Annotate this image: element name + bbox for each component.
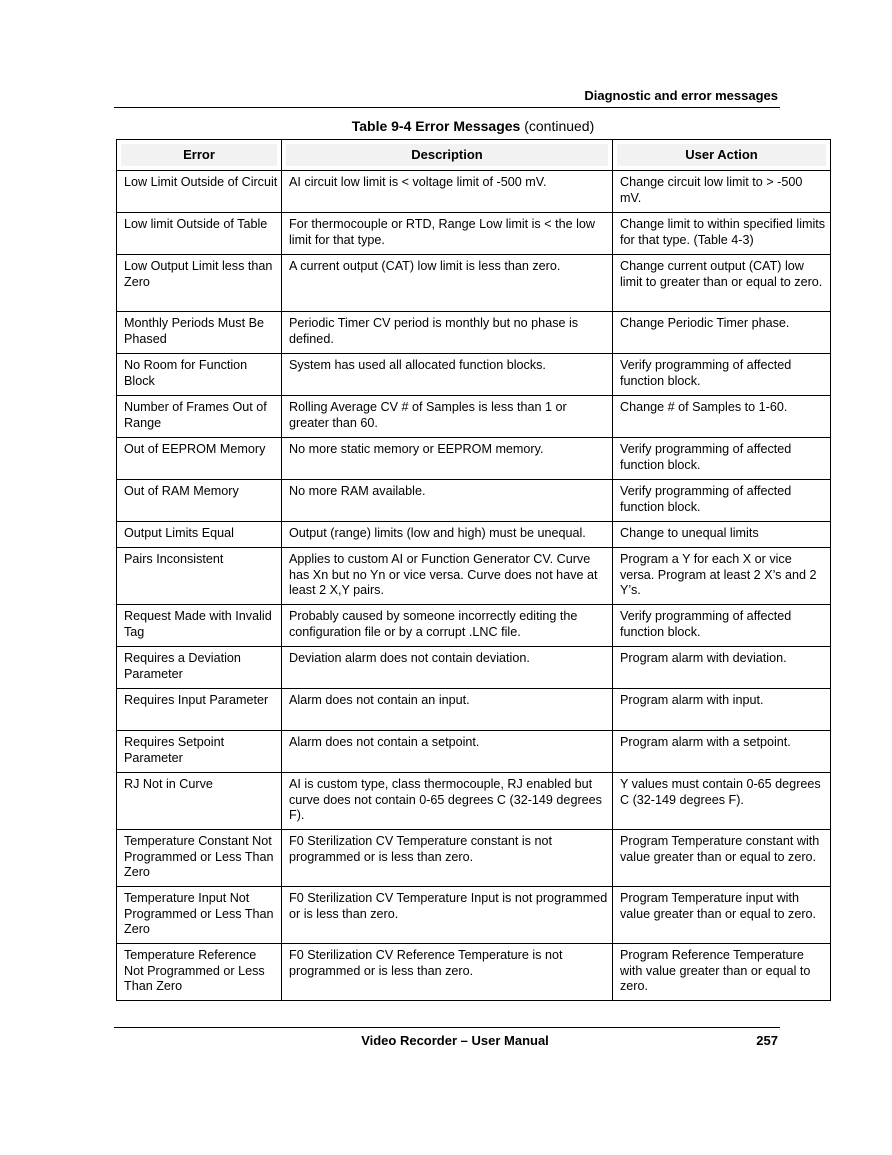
- table-row: [117, 731, 831, 773]
- table-caption: [116, 118, 830, 134]
- description-cell: F0 Sterilization CV Temperature Input is not programmed or is less than zero.: [282, 887, 613, 944]
- table-row: [117, 480, 831, 522]
- footer-rule: [114, 1027, 780, 1028]
- error-cell: Low Output Limit less than Zero: [117, 255, 282, 312]
- error-cell: No Room for Function Block: [117, 354, 282, 396]
- user-action-cell: Program Temperature constant with value greater than or equal to zero.: [613, 830, 831, 887]
- description-cell: F0 Sterilization CV Temperature constant is not programmed or is less than zero.: [282, 830, 613, 887]
- table-row: [117, 522, 831, 548]
- table-row: [117, 830, 831, 887]
- user-action-cell: Verify programming of affected function block.: [613, 605, 831, 647]
- table-row: [117, 605, 831, 647]
- user-action-cell: Change circuit low limit to > -500 mV.: [613, 171, 831, 213]
- description-cell: No more RAM available.: [282, 480, 613, 522]
- description-cell: System has used all allocated function blocks.: [282, 354, 613, 396]
- running-header: Diagnostic and error messages: [584, 88, 778, 103]
- user-action-cell: Change limit to within specified limits for that type. (Table 4-3): [613, 213, 831, 255]
- description-cell: Output (range) limits (low and high) must be unequal.: [282, 522, 613, 548]
- description-cell: Rolling Average CV # of Samples is less than 1 or greater than 60.: [282, 396, 613, 438]
- error-cell: Temperature Constant Not Programmed or Less Than Zero: [117, 830, 282, 887]
- description-cell: Alarm does not contain a setpoint.: [282, 731, 613, 773]
- user-action-cell: Verify programming of affected function block.: [613, 438, 831, 480]
- table-caption-label: Table 9-4 Error Messages: [351, 118, 521, 134]
- description-cell: Periodic Timer CV period is monthly but no phase is defined.: [282, 312, 613, 354]
- user-action-cell: Change # of Samples to 1-60.: [613, 396, 831, 438]
- user-action-cell: Program alarm with deviation.: [613, 647, 831, 689]
- column-header-error-label: Error: [121, 144, 277, 166]
- error-cell: Requires Input Parameter: [117, 689, 282, 731]
- error-cell: Number of Frames Out of Range: [117, 396, 282, 438]
- error-cell: Low limit Outside of Table: [117, 213, 282, 255]
- description-cell: AI is custom type, class thermocouple, RJ enabled but curve does not contain 0-65 degrees C (32-149 degrees F).: [282, 773, 613, 830]
- table-body: [117, 171, 831, 1001]
- table-row: [117, 944, 831, 1001]
- table-caption-suffix: (continued): [520, 118, 595, 134]
- table-row: [117, 887, 831, 944]
- description-cell: Alarm does not contain an input.: [282, 689, 613, 731]
- description-cell: Deviation alarm does not contain deviation.: [282, 647, 613, 689]
- description-cell: A current output (CAT) low limit is less than zero.: [282, 255, 613, 312]
- column-header-error: [117, 140, 282, 171]
- user-action-cell: Program alarm with a setpoint.: [613, 731, 831, 773]
- column-header-user-action: [613, 140, 831, 171]
- header-rule: [114, 107, 780, 108]
- user-action-cell: Program Temperature input with value greater than or equal to zero.: [613, 887, 831, 944]
- table-row: [117, 255, 831, 312]
- table-row: [117, 354, 831, 396]
- table-row: [117, 438, 831, 480]
- description-cell: Applies to custom AI or Function Generator CV. Curve has Xn but no Yn or vice versa. Curve does not have at least 2 X,Y pairs.: [282, 548, 613, 605]
- description-cell: AI circuit low limit is < voltage limit of -500 mV.: [282, 171, 613, 213]
- table-row: [117, 773, 831, 830]
- error-cell: Low Limit Outside of Circuit: [117, 171, 282, 213]
- page-number: 257: [756, 1033, 778, 1048]
- table-row: [117, 689, 831, 731]
- user-action-cell: Verify programming of affected function block.: [613, 354, 831, 396]
- error-cell: Output Limits Equal: [117, 522, 282, 548]
- user-action-cell: Program Reference Temperature with value greater than or equal to zero.: [613, 944, 831, 1001]
- error-cell: Temperature Reference Not Programmed or Less Than Zero: [117, 944, 282, 1001]
- table-row: [117, 396, 831, 438]
- description-cell: Probably caused by someone incorrectly editing the configuration file or by a corrupt .LNC file.: [282, 605, 613, 647]
- user-action-cell: Program alarm with input.: [613, 689, 831, 731]
- user-action-cell: Change Periodic Timer phase.: [613, 312, 831, 354]
- table-row: [117, 647, 831, 689]
- user-action-cell: Change to unequal limits: [613, 522, 831, 548]
- column-header-description-label: Description: [286, 144, 608, 166]
- table-header-row: [117, 140, 831, 171]
- user-action-cell: Program a Y for each X or vice versa. Program at least 2 X’s and 2 Y’s.: [613, 548, 831, 605]
- user-action-cell: Change current output (CAT) low limit to greater than or equal to zero.: [613, 255, 831, 312]
- error-cell: Requires a Deviation Parameter: [117, 647, 282, 689]
- error-cell: Temperature Input Not Programmed or Less Than Zero: [117, 887, 282, 944]
- description-cell: F0 Sterilization CV Reference Temperature is not programmed or is less than zero.: [282, 944, 613, 1001]
- error-cell: Out of EEPROM Memory: [117, 438, 282, 480]
- error-cell: Out of RAM Memory: [117, 480, 282, 522]
- column-header-user-action-label: User Action: [617, 144, 826, 166]
- user-action-cell: Y values must contain 0-65 degrees C (32-149 degrees F).: [613, 773, 831, 830]
- error-cell: Monthly Periods Must Be Phased: [117, 312, 282, 354]
- description-cell: No more static memory or EEPROM memory.: [282, 438, 613, 480]
- table-row: [117, 171, 831, 213]
- error-cell: RJ Not in Curve: [117, 773, 282, 830]
- footer-title: Video Recorder – User Manual: [361, 1033, 549, 1048]
- error-cell: Pairs Inconsistent: [117, 548, 282, 605]
- description-cell: For thermocouple or RTD, Range Low limit is < the low limit for that type.: [282, 213, 613, 255]
- error-messages-table: [116, 139, 831, 1001]
- user-action-cell: Verify programming of affected function block.: [613, 480, 831, 522]
- error-cell: Request Made with Invalid Tag: [117, 605, 282, 647]
- table-row: [117, 548, 831, 605]
- table-row: [117, 213, 831, 255]
- column-header-description: [282, 140, 613, 171]
- error-cell: Requires Setpoint Parameter: [117, 731, 282, 773]
- table-row: [117, 312, 831, 354]
